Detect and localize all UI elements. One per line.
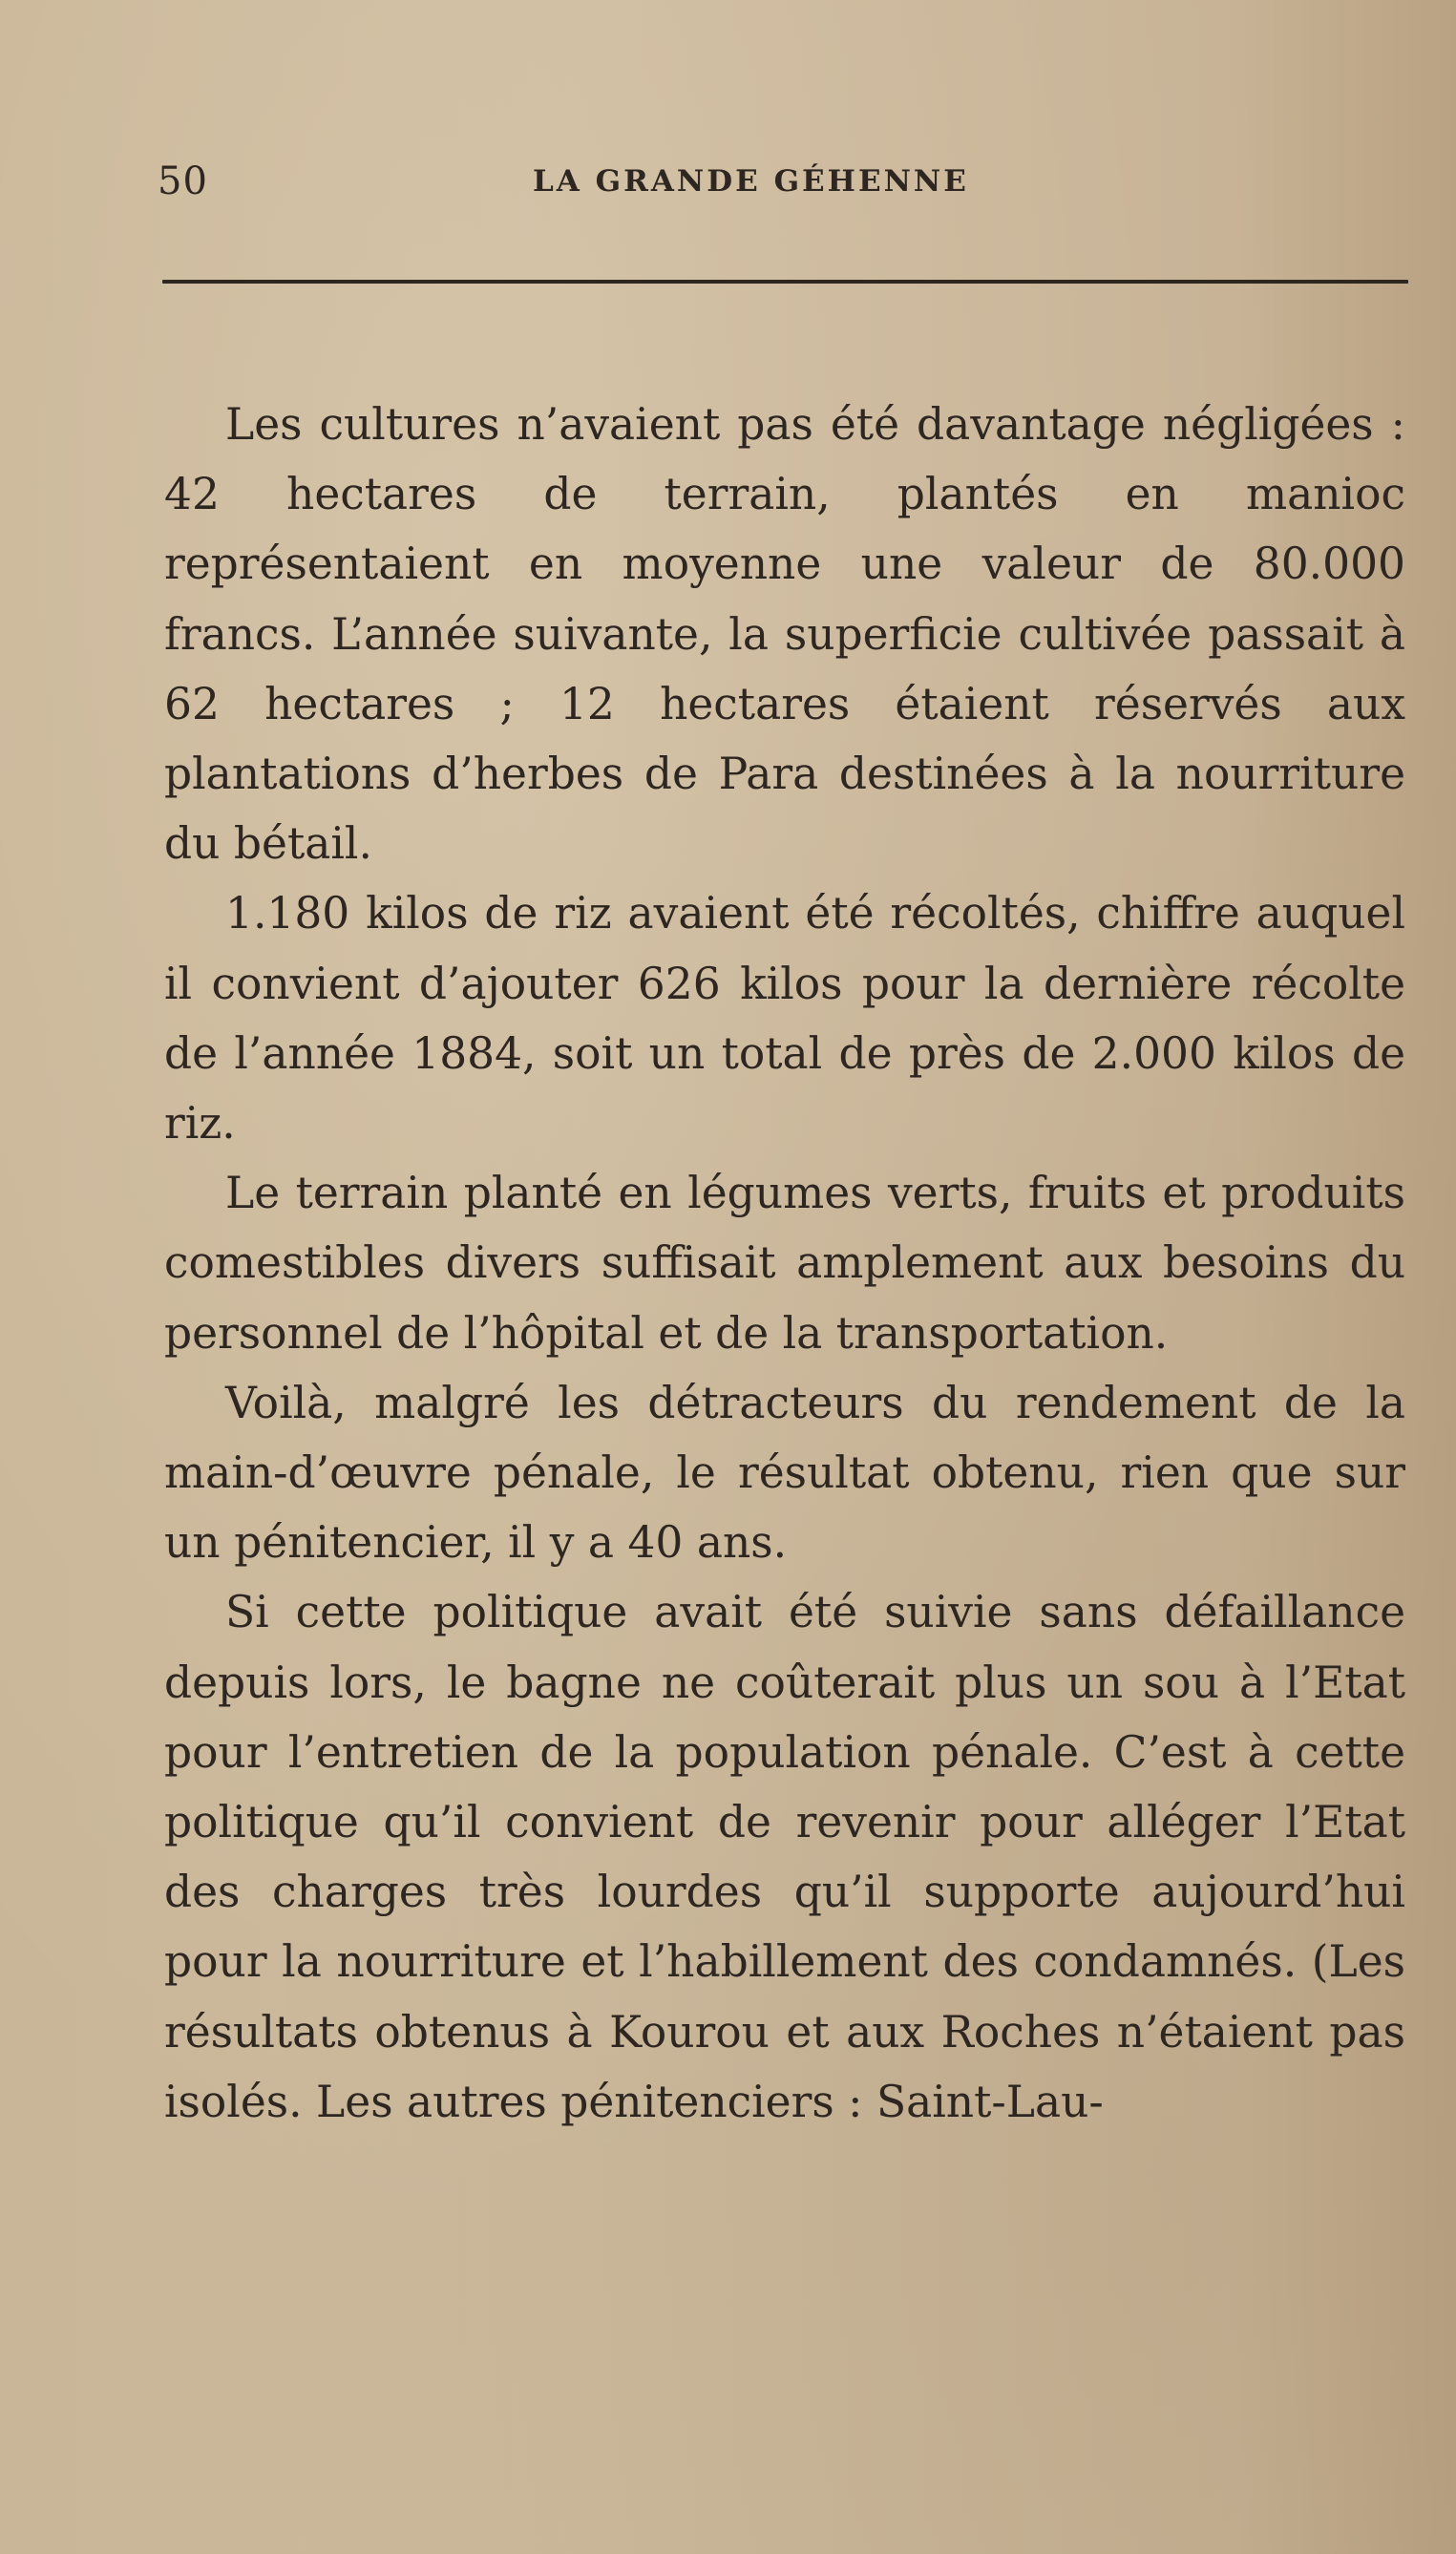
header-rule [162,280,1408,284]
page-header [158,153,1408,210]
paragraph: Le terrain planté en légumes verts, fruits et produits comestibles divers suffisait amplement aux besoins du personnel de l’hôpital et de la transportation. [164,1168,1405,1359]
paragraph: 1.180 kilos de riz avaient été récoltés, chiffre auquel il convient d’ajouter 626 kilos pour la dernière récolte de l’année 1884, soit un total de près de 2.000 kilos de riz. [164,888,1405,1150]
body-text [164,390,1405,2137]
paragraph: Les cultures n’avaient pas été davantage négligées : 42 hectares de terrain, plantés en manioc représentaient en moyenne une valeur de 80.000 francs. L’année suivante, la superficie cultivée passait à 62 hectares ; 12 hectares étaient réservés aux plantations d’herbes de Para destinées à la nourriture du bétail. [164,399,1405,870]
page-number: 50 [158,159,208,203]
paragraph: Voilà, malgré les détracteurs du rendement de la main-d’œuvre pénale, le résultat obtenu, rien que sur un pénitencier, il y a 40 ans. [164,1377,1405,1569]
running-title: LA GRANDE GÉHENNE [533,164,969,199]
paragraph: Si cette politique avait été suivie sans défaillance depuis lors, le bagne ne coûterait plus un sou à l’Etat pour l’entretien de la population pénale. C’est à cette politique qu’il convient de revenir pour alléger l’Etat des charges très lourdes qu’il supporte aujourd’hui pour la nourriture et l’habillement des condamnés. (Les résultats obtenus à Kourou et aux Roches n’étaient pas isolés. Les autres pénitenciers : Saint-Lau- [164,1587,1405,2127]
